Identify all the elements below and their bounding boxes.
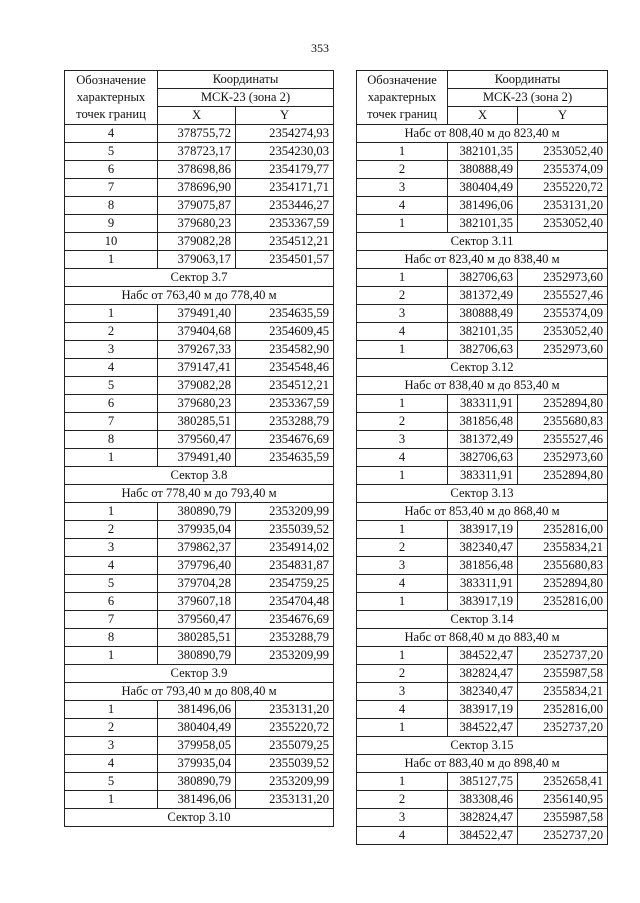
y-coordinate-cell: 2353209,99 bbox=[236, 647, 334, 665]
point-number-cell: 3 bbox=[357, 179, 448, 197]
table-row bbox=[65, 773, 334, 791]
coordinates-table-left bbox=[64, 70, 334, 827]
y-coordinate-cell: 2355527,46 bbox=[518, 287, 608, 305]
x-coordinate-cell: 380890,79 bbox=[158, 773, 236, 791]
x-coordinate-cell: 381856,48 bbox=[448, 557, 518, 575]
sector-title: Сектор 3.11 bbox=[357, 233, 608, 251]
y-coordinate-cell: 2352894,80 bbox=[518, 395, 608, 413]
table-row bbox=[357, 287, 608, 305]
y-coordinate-cell: 2352737,20 bbox=[518, 719, 608, 737]
right-table-body bbox=[357, 125, 608, 845]
table-row bbox=[65, 395, 334, 413]
y-coordinate-cell: 2355374,09 bbox=[518, 161, 608, 179]
point-number-cell: 10 bbox=[65, 233, 158, 251]
point-number-cell: 4 bbox=[357, 449, 448, 467]
x-coordinate-cell: 382706,63 bbox=[448, 449, 518, 467]
table-row bbox=[357, 791, 608, 809]
point-number-cell: 4 bbox=[65, 755, 158, 773]
x-coordinate-cell: 382101,35 bbox=[448, 323, 518, 341]
table-row bbox=[357, 665, 608, 683]
table-row bbox=[65, 233, 334, 251]
sector-row bbox=[65, 467, 334, 485]
y-coordinate-cell: 2353367,59 bbox=[236, 215, 334, 233]
y-header: Y bbox=[518, 107, 608, 125]
point-number-cell: 3 bbox=[65, 737, 158, 755]
x-coordinate-cell: 379958,05 bbox=[158, 737, 236, 755]
point-number-cell: 3 bbox=[357, 431, 448, 449]
x-coordinate-cell: 379075,87 bbox=[158, 197, 236, 215]
table-row bbox=[65, 719, 334, 737]
coordinates-table-right bbox=[356, 70, 608, 845]
x-coordinate-cell: 379862,37 bbox=[158, 539, 236, 557]
range-row bbox=[65, 683, 334, 701]
table-row bbox=[65, 161, 334, 179]
x-coordinate-cell: 383311,91 bbox=[448, 467, 518, 485]
x-coordinate-cell: 378696,90 bbox=[158, 179, 236, 197]
x-coordinate-cell: 378698,86 bbox=[158, 161, 236, 179]
x-coordinate-cell: 384522,47 bbox=[448, 827, 518, 845]
table-row bbox=[357, 683, 608, 701]
y-coordinate-cell: 2355220,72 bbox=[518, 179, 608, 197]
y-coordinate-cell: 2353288,79 bbox=[236, 629, 334, 647]
table-row bbox=[357, 593, 608, 611]
point-number-cell: 5 bbox=[65, 143, 158, 161]
sector-title: Сектор 3.9 bbox=[65, 665, 334, 683]
x-coordinate-cell: 383311,91 bbox=[448, 575, 518, 593]
x-coordinate-cell: 382101,35 bbox=[448, 143, 518, 161]
x-coordinate-cell: 379082,28 bbox=[158, 233, 236, 251]
table-row bbox=[357, 557, 608, 575]
point-number-cell: 1 bbox=[65, 647, 158, 665]
coordinates-header bbox=[158, 71, 334, 89]
table-row bbox=[65, 521, 334, 539]
x-coordinate-cell: 379935,04 bbox=[158, 755, 236, 773]
point-number-cell: 3 bbox=[357, 809, 448, 827]
x-coordinate-cell: 379704,28 bbox=[158, 575, 236, 593]
x-coordinate-cell: 382824,47 bbox=[448, 665, 518, 683]
point-number-cell: 2 bbox=[357, 791, 448, 809]
point-number-cell: 6 bbox=[65, 593, 158, 611]
x-coordinate-cell: 380285,51 bbox=[158, 629, 236, 647]
x-coordinate-cell: 381496,06 bbox=[448, 197, 518, 215]
range-row bbox=[357, 629, 608, 647]
x-coordinate-cell: 379147,41 bbox=[158, 359, 236, 377]
y-coordinate-cell: 2352658,41 bbox=[518, 773, 608, 791]
x-coordinate-cell: 380404,49 bbox=[158, 719, 236, 737]
x-coordinate-cell: 380890,79 bbox=[158, 647, 236, 665]
sector-title: Сектор 3.15 bbox=[357, 737, 608, 755]
x-coordinate-cell: 379267,33 bbox=[158, 341, 236, 359]
sector-row bbox=[357, 485, 608, 503]
x-coordinate-cell: 380888,49 bbox=[448, 305, 518, 323]
point-number-cell: 2 bbox=[357, 665, 448, 683]
table-row bbox=[65, 251, 334, 269]
depth-range-label: Набс от 883,40 м до 898,40 м bbox=[357, 755, 608, 773]
left-table-body bbox=[65, 125, 334, 827]
point-number-cell: 5 bbox=[65, 377, 158, 395]
x-coordinate-cell: 379491,40 bbox=[158, 449, 236, 467]
table-row bbox=[65, 557, 334, 575]
y-coordinate-cell: 2353052,40 bbox=[518, 323, 608, 341]
y-coordinate-cell: 2354676,69 bbox=[236, 431, 334, 449]
x-coordinate-cell: 379082,28 bbox=[158, 377, 236, 395]
y-coordinate-cell: 2355834,21 bbox=[518, 539, 608, 557]
y-coordinate-cell: 2353052,40 bbox=[518, 143, 608, 161]
table-row bbox=[357, 341, 608, 359]
table-row bbox=[357, 161, 608, 179]
depth-range-label: Набс от 868,40 м до 883,40 м bbox=[357, 629, 608, 647]
point-number-cell: 4 bbox=[65, 125, 158, 143]
x-coordinate-cell: 383308,46 bbox=[448, 791, 518, 809]
y-coordinate-cell: 2353209,99 bbox=[236, 503, 334, 521]
x-coordinate-cell: 380890,79 bbox=[158, 503, 236, 521]
x-coordinate-cell: 383917,19 bbox=[448, 701, 518, 719]
coordinates-title: Координаты bbox=[212, 72, 279, 86]
y-coordinate-cell: 2354609,45 bbox=[236, 323, 334, 341]
y-coordinate-cell: 2353209,99 bbox=[236, 773, 334, 791]
depth-range-label: Набс от 793,40 м до 808,40 м bbox=[65, 683, 334, 701]
point-number-cell: 3 bbox=[65, 539, 158, 557]
point-number-cell: 3 bbox=[357, 683, 448, 701]
table-row bbox=[65, 737, 334, 755]
point-number-cell: 8 bbox=[65, 197, 158, 215]
depth-range-label: Набс от 838,40 м до 853,40 м bbox=[357, 377, 608, 395]
point-number-cell: 1 bbox=[357, 719, 448, 737]
y-coordinate-cell: 2354676,69 bbox=[236, 611, 334, 629]
y-coordinate-cell: 2353131,20 bbox=[236, 701, 334, 719]
table-row bbox=[65, 323, 334, 341]
x-coordinate-cell: 380285,51 bbox=[158, 413, 236, 431]
point-number-cell: 3 bbox=[357, 557, 448, 575]
range-row bbox=[357, 125, 608, 143]
point-number-cell: 1 bbox=[65, 449, 158, 467]
point-number-cell: 2 bbox=[357, 413, 448, 431]
y-coordinate-cell: 2355987,58 bbox=[518, 809, 608, 827]
x-coordinate-cell: 382706,63 bbox=[448, 269, 518, 287]
coordinates-header bbox=[448, 71, 608, 89]
x-coordinate-cell: 385127,75 bbox=[448, 773, 518, 791]
y-coordinate-cell: 2354582,90 bbox=[236, 341, 334, 359]
point-number-cell: 4 bbox=[65, 557, 158, 575]
table-row bbox=[357, 197, 608, 215]
x-coordinate-cell: 379796,40 bbox=[158, 557, 236, 575]
x-coordinate-cell: 378723,17 bbox=[158, 143, 236, 161]
point-number-cell: 7 bbox=[65, 413, 158, 431]
y-coordinate-cell: 2354759,25 bbox=[236, 575, 334, 593]
table-row bbox=[65, 539, 334, 557]
y-coordinate-cell: 2354831,87 bbox=[236, 557, 334, 575]
table-row bbox=[65, 305, 334, 323]
y-coordinate-cell: 2353367,59 bbox=[236, 395, 334, 413]
point-number-cell: 3 bbox=[357, 305, 448, 323]
sector-title: Сектор 3.8 bbox=[65, 467, 334, 485]
point-number-cell: 1 bbox=[357, 647, 448, 665]
table-row bbox=[357, 701, 608, 719]
sector-row bbox=[357, 611, 608, 629]
y-coordinate-cell: 2355680,83 bbox=[518, 557, 608, 575]
table-row bbox=[357, 215, 608, 233]
table-row bbox=[65, 143, 334, 161]
table-row bbox=[65, 215, 334, 233]
designation-header: Обозначение характерных точек границ bbox=[65, 71, 158, 125]
y-coordinate-cell: 2356140,95 bbox=[518, 791, 608, 809]
point-number-cell: 1 bbox=[65, 503, 158, 521]
x-coordinate-cell: 384522,47 bbox=[448, 719, 518, 737]
point-number-cell: 2 bbox=[357, 287, 448, 305]
point-number-cell: 8 bbox=[65, 431, 158, 449]
table-row bbox=[65, 359, 334, 377]
point-number-cell: 4 bbox=[357, 323, 448, 341]
table-row bbox=[357, 575, 608, 593]
table-row bbox=[357, 323, 608, 341]
table-row bbox=[65, 413, 334, 431]
point-number-cell: 5 bbox=[65, 575, 158, 593]
table-row bbox=[357, 827, 608, 845]
table-row bbox=[357, 521, 608, 539]
range-row bbox=[357, 503, 608, 521]
table-row bbox=[65, 611, 334, 629]
table-row bbox=[357, 773, 608, 791]
point-number-cell: 9 bbox=[65, 215, 158, 233]
x-coordinate-cell: 381856,48 bbox=[448, 413, 518, 431]
sector-title: Сектор 3.12 bbox=[357, 359, 608, 377]
y-coordinate-cell: 2355680,83 bbox=[518, 413, 608, 431]
point-number-cell: 1 bbox=[357, 143, 448, 161]
point-number-cell: 3 bbox=[65, 341, 158, 359]
x-coordinate-cell: 382824,47 bbox=[448, 809, 518, 827]
table-row bbox=[357, 179, 608, 197]
point-number-cell: 1 bbox=[65, 305, 158, 323]
y-coordinate-cell: 2354274,93 bbox=[236, 125, 334, 143]
sector-row bbox=[357, 737, 608, 755]
table-row bbox=[65, 431, 334, 449]
x-header: X bbox=[158, 107, 236, 125]
table-row bbox=[357, 647, 608, 665]
coordinates-title: Координаты bbox=[494, 72, 561, 86]
point-number-cell: 4 bbox=[357, 827, 448, 845]
y-coordinate-cell: 2355220,72 bbox=[236, 719, 334, 737]
point-number-cell: 4 bbox=[357, 197, 448, 215]
point-number-cell: 7 bbox=[65, 611, 158, 629]
range-row bbox=[65, 485, 334, 503]
y-coordinate-cell: 2352973,60 bbox=[518, 449, 608, 467]
table-row bbox=[357, 305, 608, 323]
depth-range-label: Набс от 808,40 м до 823,40 м bbox=[357, 125, 608, 143]
table-row bbox=[65, 503, 334, 521]
table-row bbox=[65, 629, 334, 647]
x-coordinate-cell: 382340,47 bbox=[448, 539, 518, 557]
range-row bbox=[357, 377, 608, 395]
sector-row bbox=[65, 809, 334, 827]
point-number-cell: 2 bbox=[65, 323, 158, 341]
y-coordinate-cell: 2352816,00 bbox=[518, 701, 608, 719]
point-number-cell: 7 bbox=[65, 179, 158, 197]
x-coordinate-cell: 381496,06 bbox=[158, 791, 236, 809]
range-row bbox=[65, 287, 334, 305]
y-coordinate-cell: 2355039,52 bbox=[236, 521, 334, 539]
x-coordinate-cell: 380888,49 bbox=[448, 161, 518, 179]
table-row bbox=[65, 197, 334, 215]
coordinate-system-header: МСК-23 (зона 2) bbox=[448, 89, 608, 107]
range-row bbox=[357, 755, 608, 773]
page-number: 353 bbox=[311, 41, 329, 55]
point-number-cell: 1 bbox=[357, 341, 448, 359]
point-number-cell: 1 bbox=[357, 467, 448, 485]
sector-title: Сектор 3.10 bbox=[65, 809, 334, 827]
sector-title: Сектор 3.14 bbox=[357, 611, 608, 629]
point-number-cell: 4 bbox=[65, 359, 158, 377]
sector-row bbox=[65, 665, 334, 683]
table-row bbox=[357, 719, 608, 737]
x-coordinate-cell: 379491,40 bbox=[158, 305, 236, 323]
y-coordinate-cell: 2355374,09 bbox=[518, 305, 608, 323]
sector-row bbox=[357, 233, 608, 251]
y-coordinate-cell: 2355039,52 bbox=[236, 755, 334, 773]
table-row bbox=[65, 647, 334, 665]
table-row bbox=[65, 125, 334, 143]
y-coordinate-cell: 2352816,00 bbox=[518, 593, 608, 611]
table-row bbox=[65, 377, 334, 395]
x-coordinate-cell: 379404,68 bbox=[158, 323, 236, 341]
point-number-cell: 1 bbox=[357, 773, 448, 791]
table-row bbox=[65, 449, 334, 467]
x-coordinate-cell: 379680,23 bbox=[158, 395, 236, 413]
x-header: X bbox=[448, 107, 518, 125]
sector-title: Сектор 3.13 bbox=[357, 485, 608, 503]
y-coordinate-cell: 2353131,20 bbox=[518, 197, 608, 215]
table-row bbox=[65, 575, 334, 593]
y-coordinate-cell: 2355527,46 bbox=[518, 431, 608, 449]
point-number-cell: 2 bbox=[357, 539, 448, 557]
y-coordinate-cell: 2352894,80 bbox=[518, 467, 608, 485]
table-row bbox=[357, 143, 608, 161]
point-number-cell: 1 bbox=[65, 701, 158, 719]
y-coordinate-cell: 2354704,48 bbox=[236, 593, 334, 611]
y-coordinate-cell: 2353052,40 bbox=[518, 215, 608, 233]
x-coordinate-cell: 379560,47 bbox=[158, 431, 236, 449]
y-coordinate-cell: 2353131,20 bbox=[236, 791, 334, 809]
sector-title: Сектор 3.7 bbox=[65, 269, 334, 287]
y-coordinate-cell: 2354635,59 bbox=[236, 449, 334, 467]
sector-row bbox=[357, 359, 608, 377]
depth-range-label: Набс от 763,40 м до 778,40 м bbox=[65, 287, 334, 305]
point-number-cell: 5 bbox=[65, 773, 158, 791]
x-coordinate-cell: 378755,72 bbox=[158, 125, 236, 143]
y-coordinate-cell: 2354512,21 bbox=[236, 377, 334, 395]
table-row bbox=[357, 539, 608, 557]
point-number-cell: 1 bbox=[357, 395, 448, 413]
y-coordinate-cell: 2352973,60 bbox=[518, 341, 608, 359]
point-number-cell: 6 bbox=[65, 161, 158, 179]
x-coordinate-cell: 379560,47 bbox=[158, 611, 236, 629]
y-coordinate-cell: 2354171,71 bbox=[236, 179, 334, 197]
x-coordinate-cell: 379607,18 bbox=[158, 593, 236, 611]
x-coordinate-cell: 379935,04 bbox=[158, 521, 236, 539]
table-row bbox=[357, 449, 608, 467]
x-coordinate-cell: 379063,17 bbox=[158, 251, 236, 269]
y-coordinate-cell: 2352737,20 bbox=[518, 647, 608, 665]
table-row bbox=[357, 269, 608, 287]
y-coordinate-cell: 2354635,59 bbox=[236, 305, 334, 323]
range-row bbox=[357, 251, 608, 269]
y-coordinate-cell: 2353288,79 bbox=[236, 413, 334, 431]
y-coordinate-cell: 2355834,21 bbox=[518, 683, 608, 701]
x-coordinate-cell: 382340,47 bbox=[448, 683, 518, 701]
y-coordinate-cell: 2354501,57 bbox=[236, 251, 334, 269]
point-number-cell: 6 bbox=[65, 395, 158, 413]
table-row bbox=[65, 755, 334, 773]
y-coordinate-cell: 2354548,46 bbox=[236, 359, 334, 377]
y-coordinate-cell: 2352737,20 bbox=[518, 827, 608, 845]
y-coordinate-cell: 2354230,03 bbox=[236, 143, 334, 161]
y-coordinate-cell: 2352894,80 bbox=[518, 575, 608, 593]
point-number-cell: 1 bbox=[65, 251, 158, 269]
table-row bbox=[65, 341, 334, 359]
designation-header: Обозначение характерных точек границ bbox=[357, 71, 448, 125]
point-number-cell: 1 bbox=[357, 521, 448, 539]
sector-row bbox=[65, 269, 334, 287]
table-row bbox=[357, 809, 608, 827]
point-number-cell: 1 bbox=[357, 593, 448, 611]
depth-range-label: Набс от 853,40 м до 868,40 м bbox=[357, 503, 608, 521]
table-row bbox=[357, 467, 608, 485]
y-coordinate-cell: 2354512,21 bbox=[236, 233, 334, 251]
table-row bbox=[357, 413, 608, 431]
point-number-cell: 2 bbox=[357, 161, 448, 179]
x-coordinate-cell: 381372,49 bbox=[448, 287, 518, 305]
table-row bbox=[65, 593, 334, 611]
y-coordinate-cell: 2355079,25 bbox=[236, 737, 334, 755]
table-row bbox=[65, 791, 334, 809]
point-number-cell: 4 bbox=[357, 701, 448, 719]
point-number-cell: 1 bbox=[357, 269, 448, 287]
x-coordinate-cell: 382101,35 bbox=[448, 215, 518, 233]
table-row bbox=[65, 701, 334, 719]
table-row bbox=[65, 179, 334, 197]
y-coordinate-cell: 2354914,02 bbox=[236, 539, 334, 557]
y-coordinate-cell: 2353446,27 bbox=[236, 197, 334, 215]
y-coordinate-cell: 2352973,60 bbox=[518, 269, 608, 287]
x-coordinate-cell: 384522,47 bbox=[448, 647, 518, 665]
y-coordinate-cell: 2355987,58 bbox=[518, 665, 608, 683]
x-coordinate-cell: 381372,49 bbox=[448, 431, 518, 449]
x-coordinate-cell: 383311,91 bbox=[448, 395, 518, 413]
x-coordinate-cell: 381496,06 bbox=[158, 701, 236, 719]
depth-range-label: Набс от 823,40 м до 838,40 м bbox=[357, 251, 608, 269]
table-row bbox=[357, 395, 608, 413]
y-coordinate-cell: 2352816,00 bbox=[518, 521, 608, 539]
point-number-cell: 4 bbox=[357, 575, 448, 593]
x-coordinate-cell: 383917,19 bbox=[448, 593, 518, 611]
table-row bbox=[357, 431, 608, 449]
coordinate-system-header: МСК-23 (зона 2) bbox=[158, 89, 334, 107]
depth-range-label: Набс от 778,40 м до 793,40 м bbox=[65, 485, 334, 503]
point-number-cell: 1 bbox=[357, 215, 448, 233]
x-coordinate-cell: 379680,23 bbox=[158, 215, 236, 233]
y-coordinate-cell: 2354179,77 bbox=[236, 161, 334, 179]
point-number-cell: 1 bbox=[65, 791, 158, 809]
y-header: Y bbox=[236, 107, 334, 125]
point-number-cell: 8 bbox=[65, 629, 158, 647]
point-number-cell: 2 bbox=[65, 719, 158, 737]
point-number-cell: 2 bbox=[65, 521, 158, 539]
x-coordinate-cell: 382706,63 bbox=[448, 341, 518, 359]
x-coordinate-cell: 383917,19 bbox=[448, 521, 518, 539]
x-coordinate-cell: 380404,49 bbox=[448, 179, 518, 197]
